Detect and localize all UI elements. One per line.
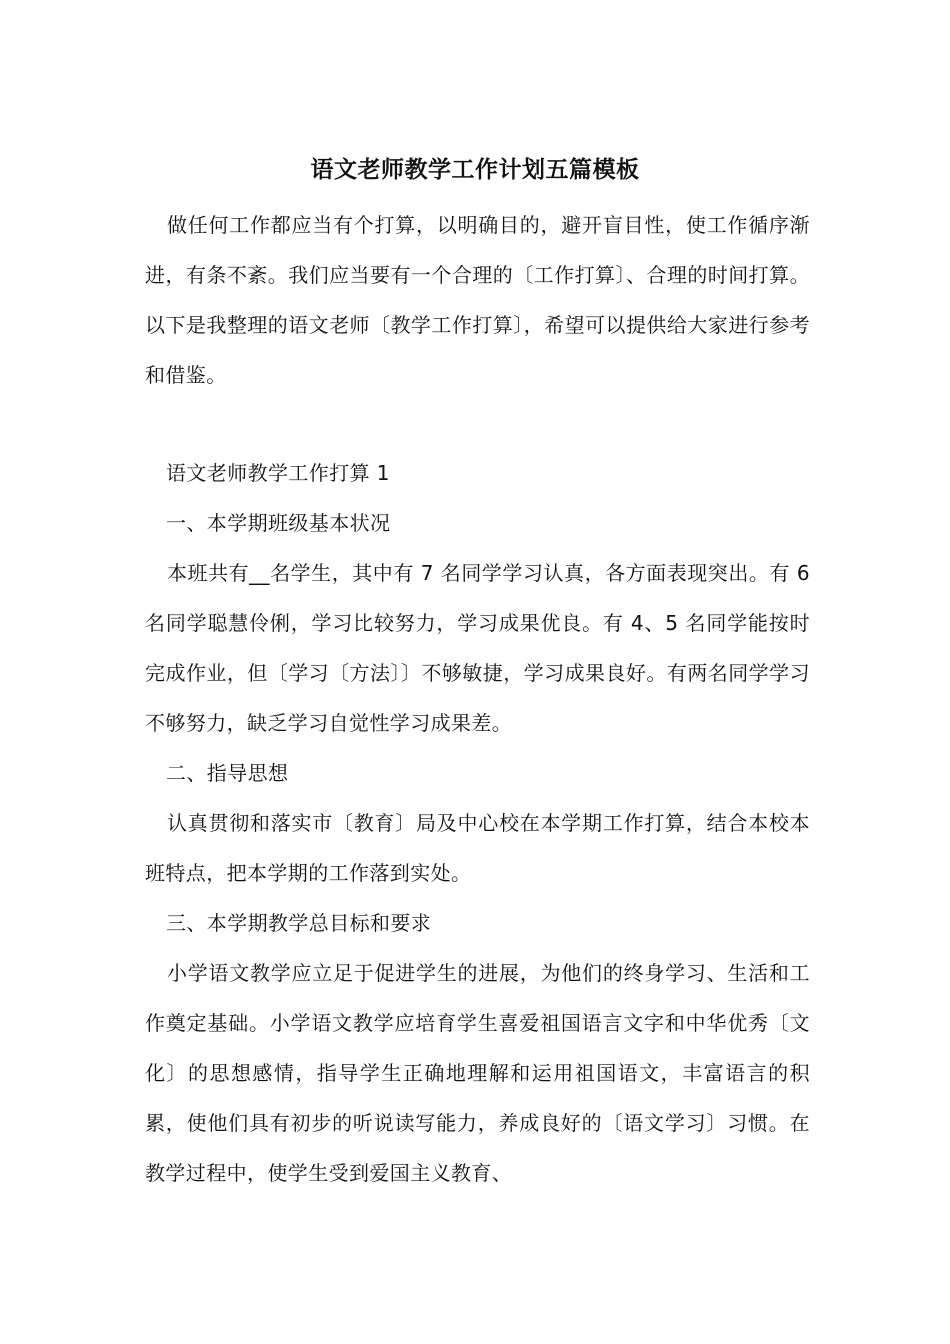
part1-heading: 一、本学期班级基本状况 [166,511,391,535]
part2-heading: 二、指导思想 [166,761,289,785]
section-title: 语文老师教学工作打算 1 [166,461,390,485]
part1-paragraph: 本班共有__名学生，其中有 7 名同学学习认真，各方面表现突出。有 6 名同学聪慧伶俐，学习比较努力，学习成果优良。有 4、5 名同学能按时完成作业，但〔学习〔方法〕〕不够敏捷，学习成果良好。有两名同学学习不够努力，缺乏学习自觉性学习成果差。 [145,561,810,735]
part2-paragraph: 认真贯彻和落实市〔教育〕局及中心校在本学期工作打算，结合本校本班特点，把本学期的工作落到实处。 [145,811,810,885]
intro-paragraph: 做任何工作都应当有个打算，以明确目的，避开盲目性，使工作循序渐进，有条不紊。我们应当要有一个合理的〔工作打算〕、合理的时间打算。以下是我整理的语文老师〔教学工作打算〕，希望可以提供给大家进行参考和借鉴。 [145,213,810,387]
part3-paragraph: 小学语文教学应立足于促进学生的进展，为他们的终身学习、生活和工作奠定基础。小学语文教学应培育学生喜爱祖国语言文字和中华优秀〔文化〕的思想感情，指导学生正确地理解和运用祖国语文，丰富语言的积累，使他们具有初步的听说读写能力，养成良好的〔语文学习〕习惯。在教学过程中，使学生受到爱国主义教育、 [145,961,810,1185]
part3-heading: 三、本学期教学总目标和要求 [166,911,432,935]
document-title: 语文老师教学工作计划五篇模板 [310,157,640,183]
